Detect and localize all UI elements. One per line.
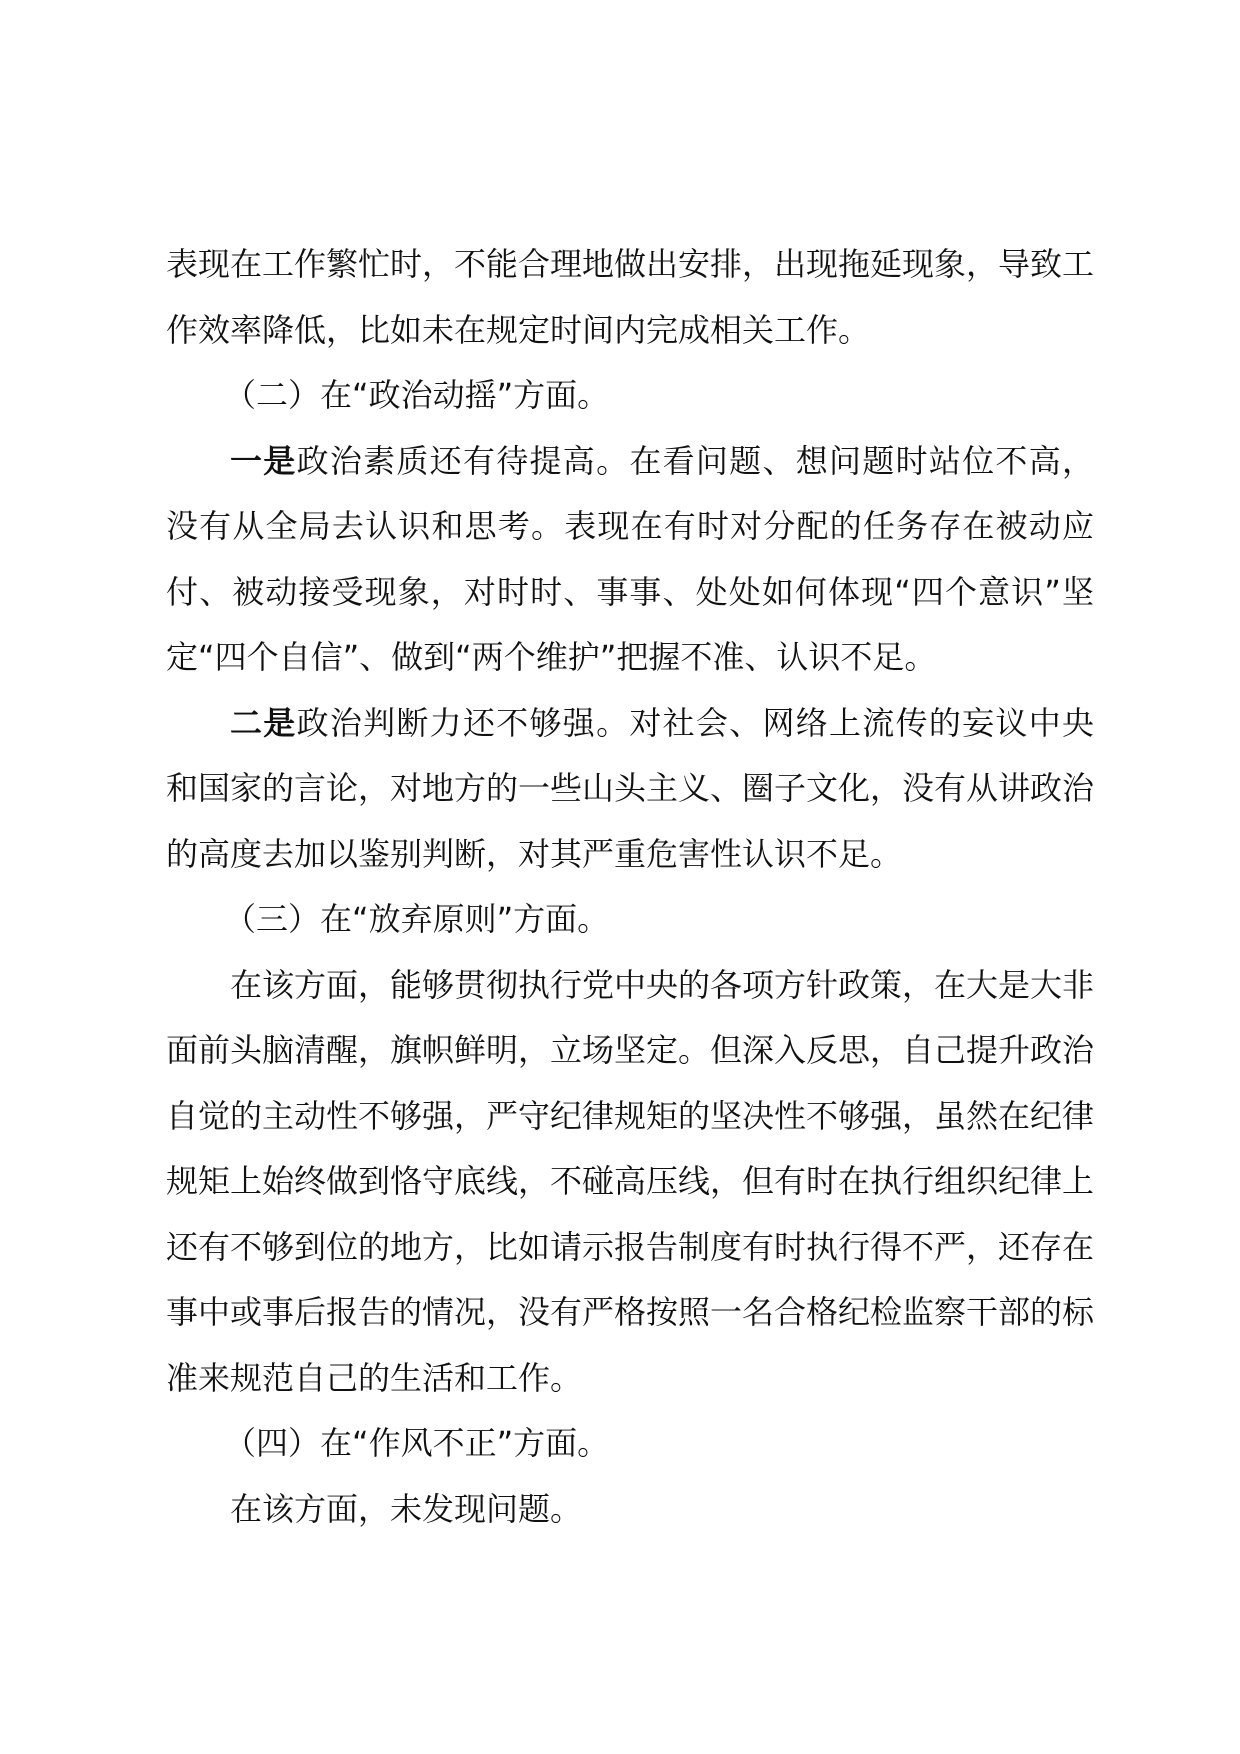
paragraph-principle: 在该方面，能够贯彻执行党中央的各项方针政策，在大是大非面前头脑清醒，旗帜鲜明，立场坚定。但深入反思，自己提升政治自觉的主动性不够强，严守纪律规矩的坚决性不够强，虽然在纪律规矩上始终做到恪守底线，不碰高压线，但有时在执行组织纪律上还有不够到位的地方，比如请示报告制度有时执行得不严，还存在事中或事后报告的情况，没有严格按照一名合格纪检监察干部的标准来规范自己的生活和工作。	[166, 965, 1095, 1397]
paragraph-point-2	[166, 691, 1094, 888]
paragraph-point-1	[166, 429, 1094, 691]
section-heading-4: （四）在“作风不正”方面。	[224, 1424, 610, 1462]
paragraph-lead: 一是	[230, 441, 297, 480]
section-heading-2: （二）在“政治动摇”方面。	[224, 376, 610, 414]
paragraph-lead: 二是	[230, 703, 297, 742]
document-body	[166, 232, 1094, 1542]
continued-paragraph: 表现在工作繁忙时，不能合理地做出安排，出现拖延现象，导致工作效率降低，比如未在规定时间内完成相关工作。	[166, 245, 1095, 349]
paragraph-style: 在该方面，未发现问题。	[230, 1489, 583, 1528]
paragraph-body: 政治判断力还不够强。对社会、网络上流传的妄议中央和国家的言论，对地方的一些山头主义、圈子文化，没有从讲政治的高度去加以鉴别判断，对其严重危害性认识不足。	[166, 703, 1095, 873]
section-heading-3: （三）在“放弃原则”方面。	[224, 900, 610, 938]
paragraph-body: 政治素质还有待提高。在看问题、想问题时站位不高，没有从全局去认识和思考。表现在有时对分配的任务存在被动应付、被动接受现象，对时时、事事、处处如何体现“四个意识”坚定“四个自信”、做到“两个维护”把握不准、认识不足。	[166, 441, 1094, 676]
